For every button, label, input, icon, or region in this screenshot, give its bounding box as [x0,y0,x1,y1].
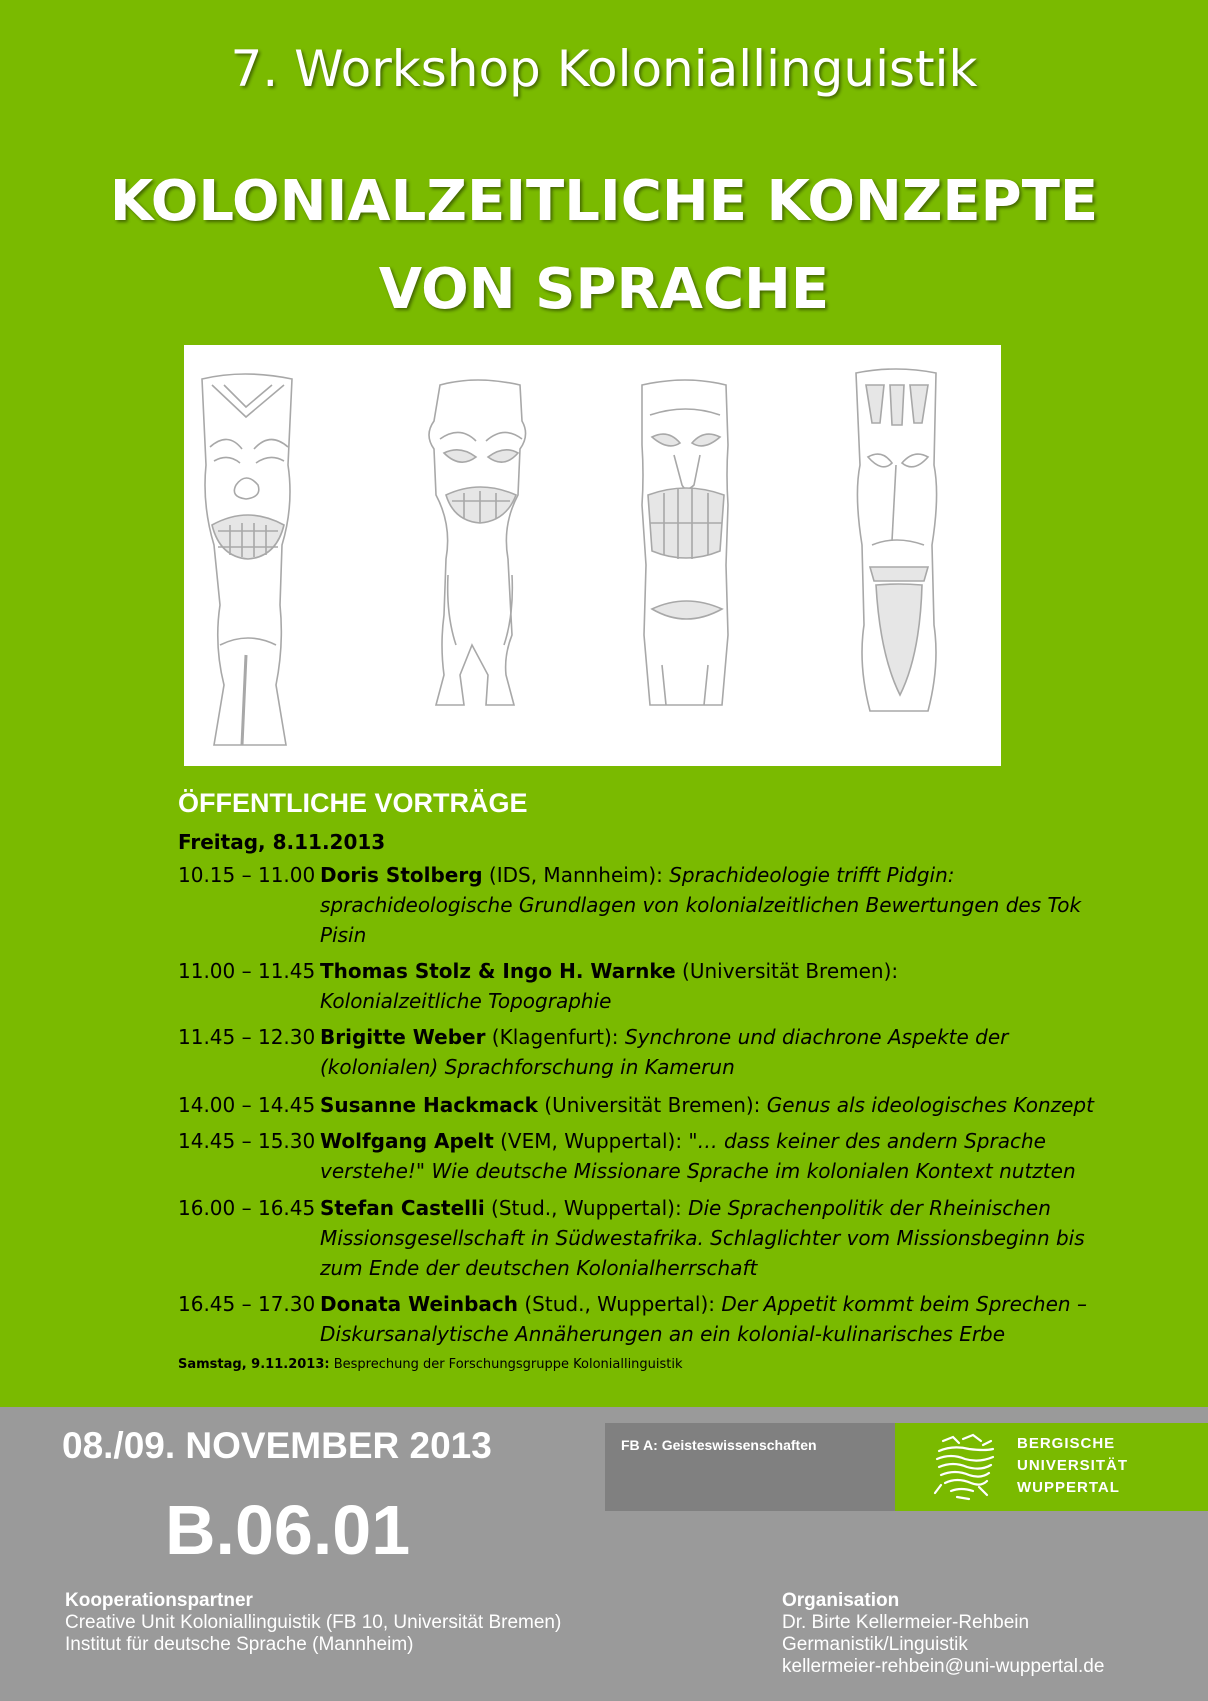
org-line-1: Dr. Birte Kellermeier-Rehbein [782,1612,1030,1633]
coop-line-1: Creative Unit Koloniallinguistik (FB 10, Universität Bremen) [65,1612,562,1633]
talk-speaker: Brigitte Weber [320,1025,486,1049]
talk-affiliation: (Klagenfurt): [485,1025,625,1049]
talk-title: Kolonialzeitliche Topographie [320,989,612,1013]
coop-heading: Kooperationspartner [65,1590,253,1611]
talk-title: "… dass keiner des andern Sprache verstehe!" Wie deutsche Missionare Sprache im kolonialen Kontext nutzten [320,1129,1076,1183]
saturday-label: Samstag, 9.11.2013: [178,1357,330,1372]
section-title: ÖFFENTLICHE VORTRÄGE [178,788,528,818]
talk-item [178,860,1098,950]
talk-affiliation: (Universität Bremen): [675,959,899,983]
talk-affiliation: (Stud., Wuppertal): [484,1196,689,1220]
workshop-title: 7. Workshop Koloniallinguistik [230,40,978,98]
organisation [782,1590,1104,1678]
talk-title: Synchrone und diachrone Aspekte der (kolonialen) Sprachforschung in Kamerun [320,1025,1009,1079]
cooperation-partners [65,1590,561,1656]
talk-speaker: Wolfgang Apelt [320,1129,494,1153]
talk-item [178,1289,1098,1349]
lion-crest-icon [929,1431,1001,1503]
tiki-figure-3 [642,380,728,705]
talk-affiliation: (IDS, Mannheim): [482,863,670,887]
talk-time: 16.45 – 17.30 [178,1292,316,1316]
org-line-2: Germanistik/Linguistik [782,1634,968,1655]
talk-title: Genus als ideologisches Konzept [766,1093,1094,1117]
talk-time: 10.15 – 11.00 [178,863,316,887]
talk-item [178,1193,1098,1283]
talk-title: Sprachideologie trifft Pidgin: sprachideologische Grundlagen von kolonialzeitlichen Bewertungen des Tok Pisin [320,863,1082,947]
talk-time: 11.45 – 12.30 [178,1025,316,1049]
saturday-note [178,1357,683,1372]
tiki-figure-4 [856,369,937,711]
talk-item [178,1090,1098,1120]
university-line-2: UNIVERSITÄT [1017,1457,1129,1474]
talk-speaker: Doris Stolberg [320,863,483,887]
tiki-masks-icon [184,345,1001,766]
day-heading: Freitag, 8.11.2013 [178,830,386,854]
talk-speaker: Thomas Stolz & Ingo H. Warnke [320,959,676,983]
subtitle-line-1: KOLONIALZEITLICHE KONZEPTE [109,169,1099,234]
talk-time: 14.45 – 15.30 [178,1129,316,1153]
tiki-figure-1 [202,374,292,745]
faculty-box [605,1423,895,1511]
event-date: 08./09. NOVEMBER 2013 [62,1425,492,1466]
faculty-label: FB A: Geisteswissenschaften [621,1437,817,1453]
talk-affiliation: (Stud., Wuppertal): [518,1292,722,1316]
talk-time: 14.00 – 14.45 [178,1093,316,1117]
subtitle-line-2: VON SPRACHE [378,257,830,322]
talk-speaker: Susanne Hackmack [320,1093,538,1117]
coop-line-2: Institut für deutsche Sprache (Mannheim) [65,1634,414,1655]
org-heading: Organisation [782,1590,900,1611]
talk-speaker: Stefan Castelli [320,1196,485,1220]
university-name [1017,1433,1128,1499]
university-line-3: WUPPERTAL [1017,1479,1120,1496]
tiki-figure-2 [429,380,526,705]
saturday-text: Besprechung der Forschungsgruppe Koloniallinguistik [329,1357,683,1372]
talk-speaker: Donata Weinbach [320,1292,519,1316]
talk-affiliation: (Universität Bremen): [537,1093,767,1117]
talk-time: 16.00 – 16.45 [178,1196,316,1220]
tiki-masks-illustration [184,345,1001,766]
talk-title: Der Appetit kommt beim Sprechen – Diskursanalytische Annäherungen an ein kolonial-kulinarisches Erbe [320,1292,1087,1346]
talk-title: Die Sprachenpolitik der Rheinischen Missionsgesellschaft in Südwestafrika. Schlaglichter vom Missionsbeginn bis zum Ende der deutschen Kolonialherrschaft [320,1196,1085,1280]
talk-item [178,1126,1098,1186]
event-room: B.06.01 [165,1491,411,1569]
talk-item [178,956,1098,1016]
talk-time: 11.00 – 11.45 [178,959,316,983]
workshop-subtitle [0,158,1208,334]
talk-item [178,1022,1098,1082]
org-email[interactable]: kellermeier-rehbein@uni-wuppertal.de [782,1656,1105,1677]
university-line-1: BERGISCHE [1017,1435,1116,1452]
university-logo [895,1423,1208,1511]
talk-affiliation: (VEM, Wuppertal): [493,1129,689,1153]
